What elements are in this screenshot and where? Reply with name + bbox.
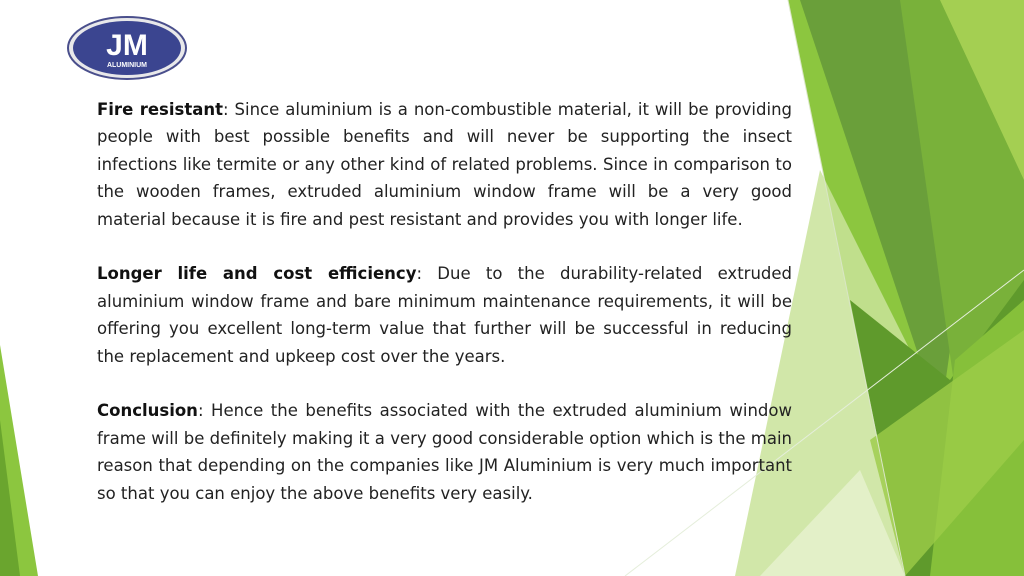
paragraph-heading: Longer life and cost efficiency <box>97 264 417 284</box>
paragraph-longer-life <box>97 260 792 370</box>
paragraph-heading: Fire resistant <box>97 100 224 119</box>
logo-initials: JM <box>106 29 148 62</box>
heading-separator: : <box>197 401 212 421</box>
paragraph-conclusion <box>97 397 792 507</box>
paragraph-text: Due to the durability-related extruded aluminium window frame and bare minimum maintenance requirements, it will be offering you excellent long-term value that further will be successful in reducing the replacement and upkeep cost over the years. <box>97 264 793 366</box>
main-content <box>97 96 792 534</box>
paragraph-fire-resistant <box>97 96 792 233</box>
paragraph-text: Since aluminium is a non-combustible material, it will be providing people with best possible benefits and will never be supporting the insect infections like termite or any other kind of related problems. Since in comparison to the wooden frames, extruded aluminium window frame will be a very good material because it is fire and pest resistant and provides you with longer life. <box>97 100 793 229</box>
jm-aluminium-logo <box>66 15 188 81</box>
heading-separator: : <box>416 264 438 284</box>
paragraph-heading: Conclusion <box>97 401 198 421</box>
logo-subtext: ALUMINIUM <box>106 62 148 69</box>
heading-separator: : <box>223 100 235 119</box>
paragraph-text: Hence the benefits associated with the extruded aluminium window frame will be definitely making it a very good considerable option which is the main reason that depending on the companies like JM Aluminium is very much important so that you can enjoy the above benefits very easily. <box>97 401 792 503</box>
